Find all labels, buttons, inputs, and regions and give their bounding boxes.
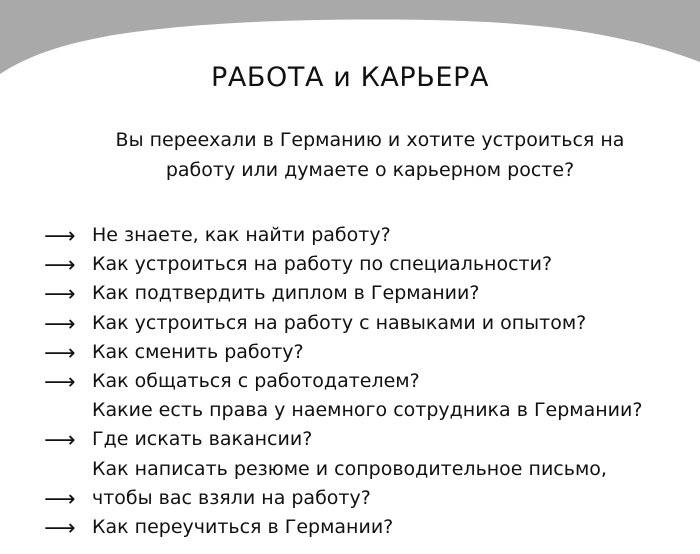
arrow-right-icon: ⟶	[44, 515, 76, 541]
arrow-right-icon: ⟶	[44, 253, 76, 279]
list-item	[0, 250, 700, 279]
list-item-text: Как устроиться на работу по специальности?	[92, 253, 553, 276]
page-title: РАБОТА и КАРЬЕРА	[210, 62, 490, 93]
list-item-text: Какие есть права у наемного сотрудника в Германии?	[92, 399, 643, 422]
list-item-text: Как сменить работу?	[92, 340, 304, 363]
list-item-text: Как общаться с работодателем?	[92, 369, 420, 392]
arrow-right-icon: ⟶	[44, 428, 76, 454]
question-list	[0, 221, 700, 542]
list-item-text: Не знаете, как найти работу?	[92, 224, 391, 246]
arrow-right-icon: ⟶	[44, 369, 76, 395]
list-item-text: Как переучиться в Германии?	[92, 515, 394, 538]
arrow-right-icon: ⟶	[44, 486, 76, 512]
arrow-right-icon: ⟶	[44, 282, 76, 308]
arrow-right-icon: ⟶	[44, 311, 76, 337]
list-item-text: чтобы вас взяли на работу?	[92, 486, 371, 509]
arrow-right-icon: ⟶	[44, 224, 76, 249]
intro-line: работу или думаете о карьерном росте?	[165, 159, 575, 181]
arrow-right-icon: ⟶	[44, 340, 76, 366]
list-item-text: Как написать резюме и сопроводительное письмо,	[92, 457, 607, 480]
list-item	[0, 513, 700, 542]
list-item	[0, 484, 700, 513]
list-item-text: Где искать вакансии?	[92, 428, 313, 451]
intro-paragraph	[70, 125, 670, 185]
list-item	[0, 221, 700, 250]
list-item	[0, 455, 700, 484]
list-item	[0, 425, 700, 454]
list-item	[0, 279, 700, 308]
list-item	[0, 309, 700, 338]
list-item	[0, 338, 700, 367]
list-item-text: Как подтвердить диплом в Германии?	[92, 282, 480, 305]
list-item-text: Как устроиться на работу с навыками и опытом?	[92, 311, 587, 334]
list-item	[0, 367, 700, 396]
intro-line: Вы переехали в Германию и хотите устроиться на	[115, 129, 625, 151]
list-item	[0, 396, 700, 425]
